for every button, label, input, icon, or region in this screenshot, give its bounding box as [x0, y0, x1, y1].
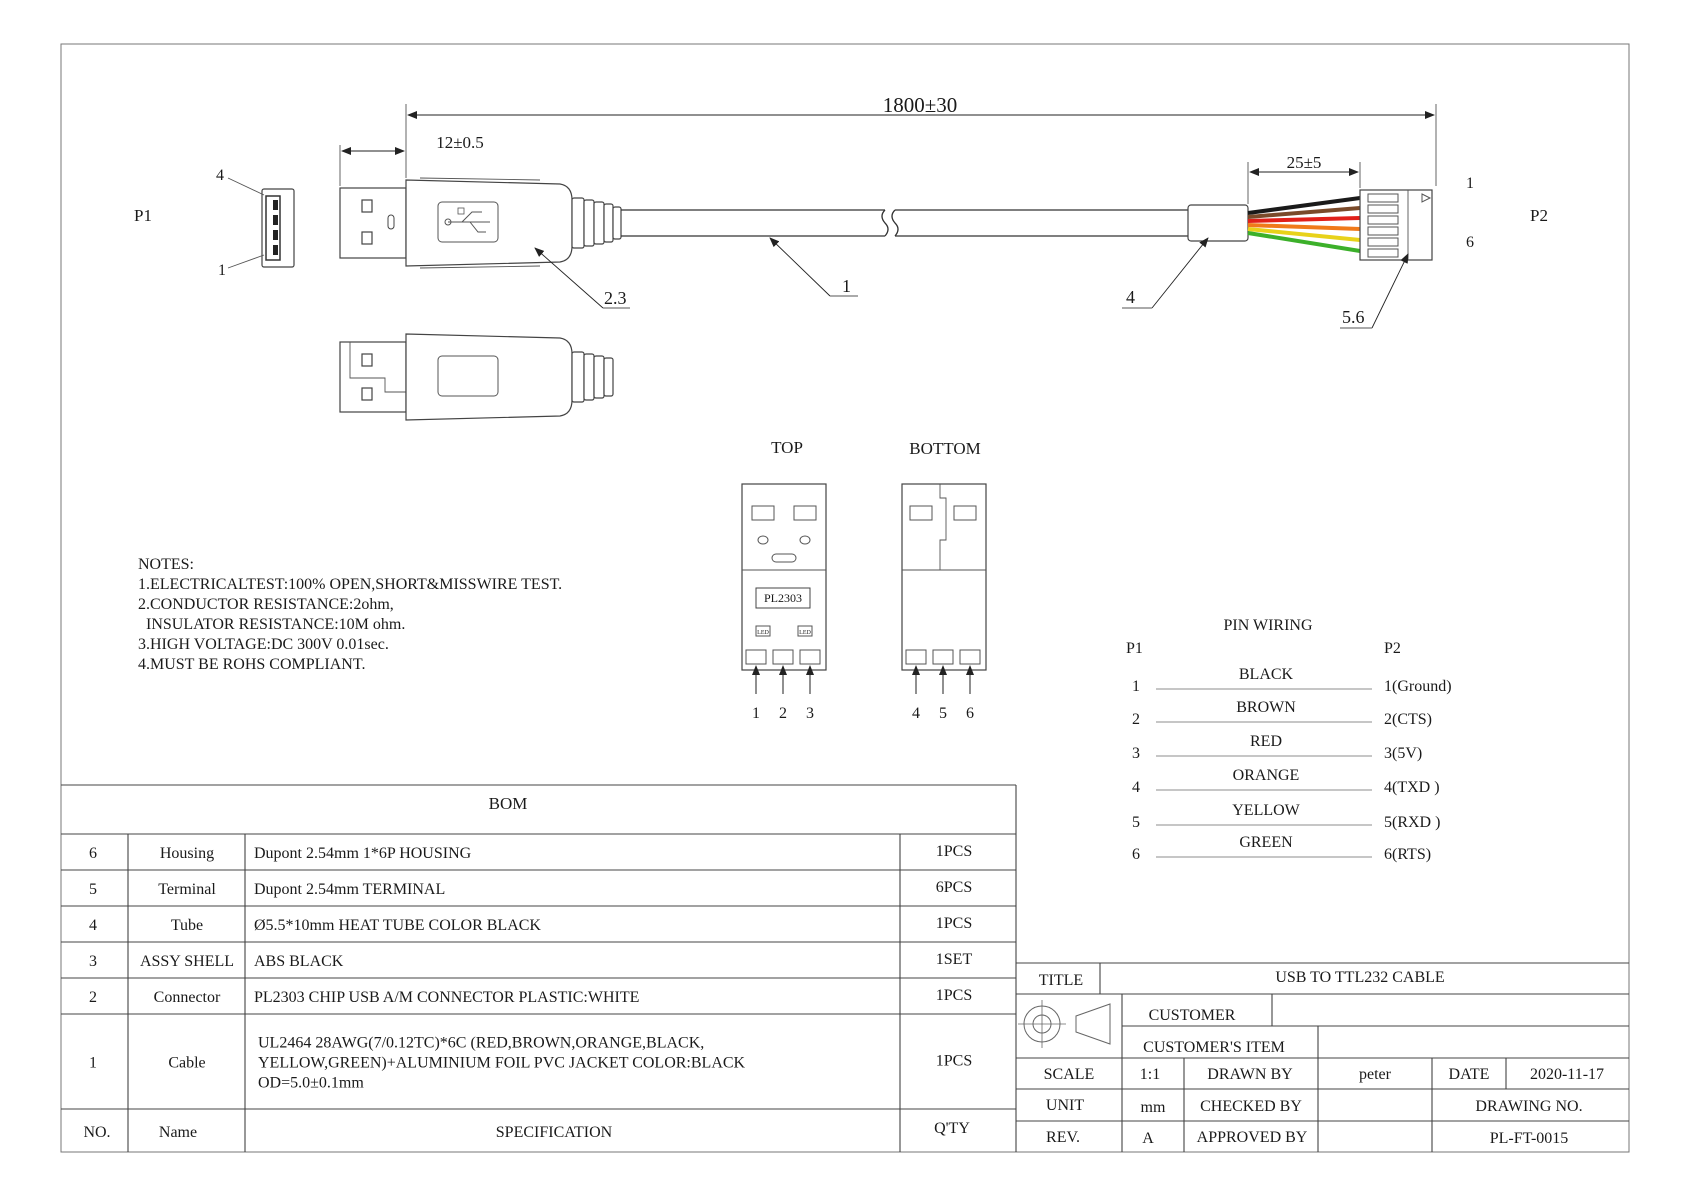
p1-pin-bottom-label: 1	[218, 262, 226, 279]
drawn-by-value: peter	[1359, 1066, 1391, 1083]
scale-value: 1:1	[1139, 1066, 1161, 1083]
plug-length-dim: 12±0.5	[436, 133, 484, 152]
bottom-pin-5: 5	[939, 705, 947, 722]
led-label-left: LED	[757, 630, 769, 636]
pin-wiring-color: YELLOW	[1232, 802, 1300, 819]
pin-wiring-p1: 6	[1132, 846, 1140, 863]
pcb-top-icon	[742, 484, 826, 670]
callout-cable	[770, 238, 858, 296]
pin-wiring-p2: 4(TXD )	[1384, 779, 1440, 796]
customer-item-label: CUSTOMER'S ITEM	[1143, 1039, 1285, 1056]
unit-value: mm	[1140, 1099, 1166, 1116]
pin-wiring-color: GREEN	[1239, 834, 1293, 851]
pin-wiring-p1: 1	[1132, 678, 1140, 695]
pin-wiring-p2: 1(Ground)	[1384, 678, 1452, 695]
bom-row-spec: Dupont 2.54mm 1*6P HOUSING	[254, 845, 472, 862]
callout-housing	[1340, 254, 1408, 328]
bom-row-qty: 1PCS	[935, 1052, 973, 1070]
pin-wiring-p1: 2	[1132, 711, 1140, 728]
svg-text:2.3: 2.3	[604, 288, 627, 308]
bom-header-no: NO.	[83, 1124, 111, 1141]
drawing-no-value: PL-FT-0015	[1489, 1130, 1569, 1147]
pin-wiring-p2: 3(5V)	[1384, 745, 1423, 762]
p2-label: P2	[1530, 206, 1548, 225]
rev-value: A	[1142, 1130, 1154, 1147]
usb-face-icon	[228, 178, 294, 268]
dimension-plug	[340, 133, 484, 186]
svg-text:4: 4	[1126, 287, 1135, 307]
p2-pin-bottom-label: 6	[1466, 234, 1474, 251]
usb-plug-bottom-icon	[340, 334, 613, 420]
note-line: 2.CONDUCTOR RESISTANCE:2ohm,	[138, 596, 394, 613]
p1-label: P1	[134, 206, 152, 225]
pin-wiring-color: BROWN	[1236, 699, 1296, 716]
pin-wiring-p2: 5(RXD )	[1384, 814, 1441, 831]
cable-body	[621, 205, 1248, 241]
bom-row-qty: 1PCS	[935, 987, 973, 1004]
pin-wiring-p1: 5	[1132, 814, 1140, 831]
customer-label: CUSTOMER	[1148, 1007, 1236, 1024]
strip-length-dim: 25±5	[1286, 153, 1322, 172]
pin-wiring-color: BLACK	[1238, 666, 1294, 683]
unit-label: UNIT	[1045, 1097, 1085, 1114]
bom-row-no: 4	[89, 917, 97, 934]
bom-row-no: 3	[89, 953, 97, 970]
top-pin-1: 1	[752, 705, 760, 722]
note-line: 1.ELECTRICALTEST:100% OPEN,SHORT&MISSWIRE TEST.	[138, 576, 563, 593]
date-value: 2020-11-17	[1529, 1066, 1605, 1083]
title-label: TITLE	[1038, 972, 1084, 989]
bom-header-spec: SPECIFICATION	[495, 1124, 613, 1141]
note-line: INSULATOR RESISTANCE:10M ohm.	[138, 616, 406, 633]
pin-wiring-p1: 4	[1132, 779, 1140, 796]
bom-row-name: Terminal	[158, 881, 216, 898]
bom-row-name: Connector	[153, 989, 221, 1006]
bom-row-qty: 1PCS	[935, 915, 973, 932]
dimension-strip	[1248, 153, 1360, 204]
drawing-no-label: DRAWING NO.	[1475, 1098, 1583, 1115]
bom-row-name: ASSY SHELL	[139, 953, 235, 970]
pin-wiring-p2: 2(CTS)	[1384, 711, 1432, 728]
pin-wiring-color: RED	[1250, 733, 1282, 750]
note-line: 4.MUST BE ROHS COMPLIANT.	[138, 656, 366, 673]
dupont-housing-icon	[1360, 190, 1432, 260]
bom-row-no: 5	[89, 881, 97, 898]
notes	[138, 556, 562, 673]
bom-table	[61, 785, 1016, 1152]
bom-row-spec: Dupont 2.54mm TERMINAL	[254, 881, 446, 898]
note-line: 3.HIGH VOLTAGE:DC 300V 0.01sec.	[138, 636, 389, 653]
date-label: DATE	[1448, 1066, 1490, 1083]
bom-row-spec: UL2464 28AWG(7/0.12TC)*6C (RED,BROWN,ORANGE,BLACK,	[258, 1034, 705, 1052]
checked-by-label: CHECKED BY	[1200, 1098, 1302, 1115]
bom-row-qty: 1SET	[935, 951, 973, 968]
bom-row-qty: 1PCS	[935, 843, 973, 860]
pcb-bottom-icon	[902, 484, 986, 670]
approved-by-label: APPROVED BY	[1196, 1129, 1308, 1146]
bom-row-name: Housing	[159, 845, 215, 862]
top-view-label: TOP	[771, 438, 803, 457]
drawn-by-label: DRAWN BY	[1207, 1066, 1293, 1083]
pcb-views	[742, 438, 986, 722]
pin-wiring-p2-header: P2	[1384, 640, 1401, 657]
bom-row-name: Tube	[170, 917, 204, 934]
pin-wiring-color: ORANGE	[1232, 767, 1300, 784]
rev-label: REV.	[1046, 1129, 1080, 1146]
bom-row-no: 1	[89, 1054, 97, 1072]
p2-pin-top-label: 1	[1466, 175, 1474, 192]
bom-row-spec: YELLOW,GREEN)+ALUMINIUM FOIL PVC JACKET COLOR:BLACK	[258, 1054, 746, 1072]
projection-symbol-icon	[1018, 1000, 1110, 1048]
led-label-right: LED	[799, 630, 811, 636]
title-block	[1016, 963, 1629, 1152]
wire-bundle	[1248, 198, 1360, 251]
usb-plug-side-icon	[340, 178, 621, 268]
chip-label: PL2303	[763, 591, 803, 605]
bom-row-spec: Ø5.5*10mm HEAT TUBE COLOR BLACK	[254, 917, 541, 934]
bom-row-no: 6	[89, 845, 97, 862]
pin-wiring-table	[1126, 617, 1452, 863]
bom-row-qty: 6PCS	[935, 879, 973, 896]
pin-wiring-p1-header: P1	[1126, 640, 1143, 657]
scale-label: SCALE	[1043, 1066, 1095, 1083]
bom-row-spec: PL2303 CHIP USB A/M CONNECTOR PLASTIC:WHITE	[254, 989, 640, 1006]
bom-row-spec: OD=5.0±0.1mm	[258, 1074, 364, 1092]
bom-row-name: Cable	[168, 1054, 206, 1072]
svg-text:1: 1	[842, 276, 851, 296]
bom-title: BOM	[488, 794, 528, 813]
cable-assembly-view	[134, 93, 1548, 420]
pin-wiring-p2: 6(RTS)	[1384, 846, 1432, 863]
bom-header-name: Name	[158, 1124, 198, 1141]
bom-row-spec: ABS BLACK	[254, 953, 344, 970]
top-pin-2: 2	[779, 705, 787, 722]
bom-row-no: 2	[89, 989, 97, 1006]
overall-length-dim: 1800±30	[882, 93, 958, 117]
pin-wiring-p1: 3	[1132, 745, 1140, 762]
top-pin-3: 3	[806, 705, 814, 722]
title-value: USB TO TTL232 CABLE	[1275, 969, 1445, 986]
bom-header-qty: Q'TY	[934, 1120, 970, 1137]
callout-tube	[1122, 238, 1208, 308]
notes-heading: NOTES:	[138, 556, 194, 573]
bottom-pin-6: 6	[966, 705, 974, 722]
p1-pin-top-label: 4	[216, 167, 224, 184]
bottom-view-label: BOTTOM	[909, 439, 981, 458]
bottom-pin-4: 4	[912, 705, 920, 722]
svg-text:5.6: 5.6	[1342, 307, 1365, 327]
pin-wiring-title: PIN WIRING	[1223, 617, 1313, 634]
